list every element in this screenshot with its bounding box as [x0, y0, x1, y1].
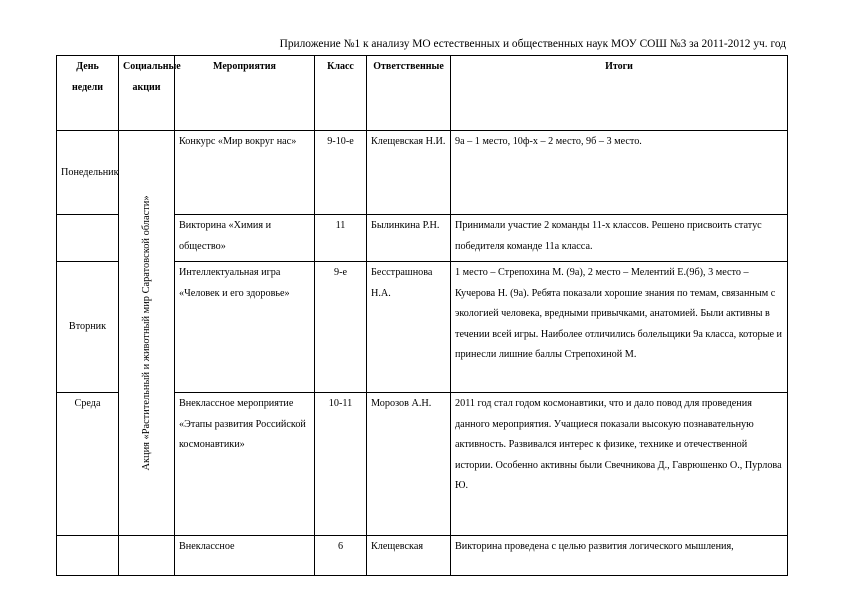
social-action-text: Акция «Растительный и животный мир Саратовской области» — [140, 195, 152, 471]
events-table — [56, 55, 788, 576]
header-events: Мероприятия — [175, 56, 315, 131]
responsible-cell: Бесстрашнова Н.А. — [367, 262, 451, 393]
table-row — [57, 131, 788, 215]
social-action-cell-continued — [119, 536, 175, 576]
responsible-cell: Былинкина Р.Н. — [367, 215, 451, 262]
results-cell: 2011 год стал годом космонавтики, что и дало повод для проведения данного мероприятия. Учащиеся показали высокую познавательную активность. Развивался интерес к физике, технике и отечественной истории. Особенно активны были Свечникова Д., Гаврюшенко О., Пурлова Ю. — [451, 393, 788, 536]
results-cell: 1 место – Стрепохина М. (9а), 2 место – Мелентий Е.(9б), 3 место – Кучерова Н. (9а). Ребята показали хорошие знания по темам, связанным с экологией человека, вредными привычками, анатомией. Были активны в течении всей игры. Наиболее отличились болельщики 9а класса, которые и принесли лишние баллы Стрепохиной М. — [451, 262, 788, 393]
event-cell: Викторина «Химия и общество» — [175, 215, 315, 262]
table-row — [57, 536, 788, 576]
responsible-cell: Клещевская — [367, 536, 451, 576]
table-header-row — [57, 56, 788, 131]
results-cell: Викторина проведена с целью развития логического мышления, — [451, 536, 788, 576]
grade-cell: 11 — [315, 215, 367, 262]
results-cell: Принимали участие 2 команды 11-х классов. Решено присвоить статус победителя команде 11а класса. — [451, 215, 788, 262]
document-caption: Приложение №1 к анализу МО естественных и общественных наук МОУ СОШ №3 за 2011-2012 уч. год — [279, 38, 786, 50]
event-cell: Внеклассное мероприятие «Этапы развития Российской космонавтики» — [175, 393, 315, 536]
event-cell: Внеклассное — [175, 536, 315, 576]
header-social-actions: Социальные акции — [119, 56, 175, 131]
results-cell: 9а – 1 место, 10ф-х – 2 место, 9б – 3 место. — [451, 131, 788, 215]
day-cell: Понедельник — [57, 131, 119, 215]
grade-cell: 6 — [315, 536, 367, 576]
header-results: Итоги — [451, 56, 788, 131]
responsible-cell: Морозов А.Н. — [367, 393, 451, 536]
social-action-cell — [119, 131, 175, 536]
grade-cell: 9-е — [315, 262, 367, 393]
day-cell — [57, 215, 119, 262]
day-cell — [57, 536, 119, 576]
day-cell: Вторник — [57, 262, 119, 393]
grade-cell: 10-11 — [315, 393, 367, 536]
header-grade: Класс — [315, 56, 367, 131]
day-cell: Среда — [57, 393, 119, 536]
event-cell: Конкурс «Мир вокруг нас» — [175, 131, 315, 215]
header-day: День недели — [57, 56, 119, 131]
grade-cell: 9-10-е — [315, 131, 367, 215]
responsible-cell: Клещевская Н.И. — [367, 131, 451, 215]
header-responsible: Ответственные — [367, 56, 451, 131]
event-cell: Интеллектуальная игра «Человек и его здоровье» — [175, 262, 315, 393]
